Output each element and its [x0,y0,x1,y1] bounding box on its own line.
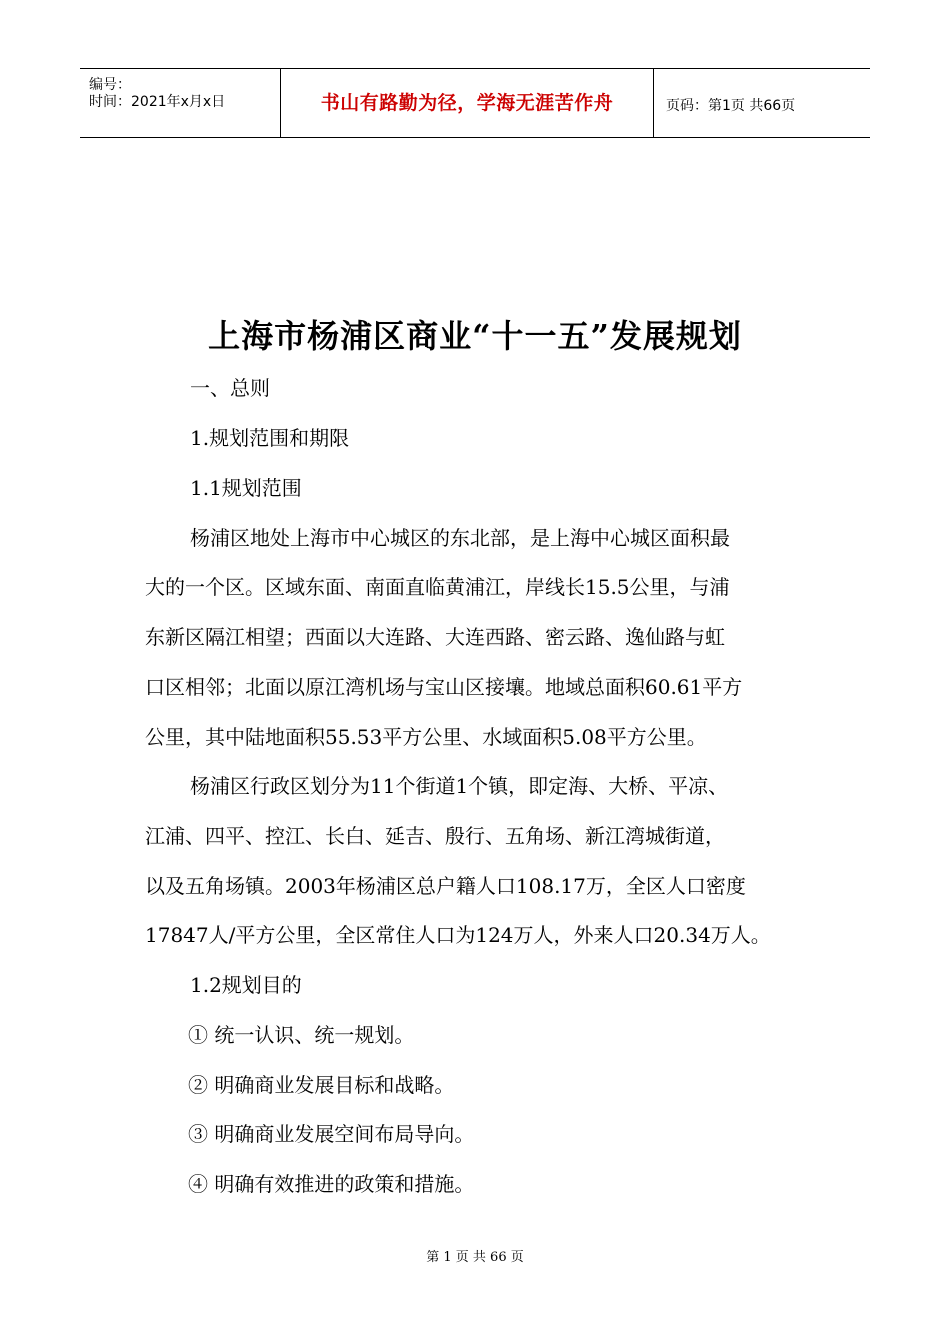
paragraph-line: 口区相邻；北面以原江湾机场与宝山区接壤。地域总面积60.61平方 [145,675,743,699]
section-heading: 一、总则 [190,376,270,400]
header-motto-cell [281,69,654,137]
subsection-heading: 1.1规划范围 [190,476,302,500]
paragraph-line: 大的一个区。区域东面、南面直临黄浦江，岸线长15.5公里，与浦 [145,575,730,599]
goal-item: ① 统一认识、统一规划。 [188,1023,415,1047]
paragraph-line: 东新区隔江相望；西面以大连路、大连西路、密云路、逸仙路与虹 [145,625,725,649]
paragraph-line: 公里，其中陆地面积55.53平方公里、水域面积5.08平方公里。 [145,725,707,749]
number-label: 编号： [89,77,131,93]
paragraph-line: 杨浦区地处上海市中心城区的东北部，是上海中心城区面积最 [190,526,730,550]
page-info: 页码：第1页 共66页 [666,98,796,114]
goal-item: ④ 明确有效推进的政策和措施。 [188,1172,475,1196]
subsection-heading: 1.规划范围和期限 [190,426,350,450]
date-label: 时间：2021年x月x日 [89,94,226,110]
subsection-heading: 1.2规划目的 [190,973,302,997]
paragraph-line: 17847人/平方公里，全区常住人口为124万人，外来人口20.34万人。 [145,923,771,947]
header-page-cell [654,69,870,137]
paragraph-line: 以及五角场镇。2003年杨浦区总户籍人口108.17万，全区人口密度 [145,874,746,898]
paragraph-line: 杨浦区行政区划分为11个街道1个镇，即定海、大桥、平凉、 [190,774,729,798]
motto-text: 书山有路勤为径，学海无涯苦作舟 [320,92,614,114]
page-footer: 第 1 页 共 66 页 [426,1250,524,1265]
goal-item: ② 明确商业发展目标和战略。 [188,1073,455,1097]
document-title: 上海市杨浦区商业“十一五”发展规划 [208,317,742,355]
header-info-cell [80,69,281,137]
header-table [80,68,870,138]
goal-item: ③ 明确商业发展空间布局导向。 [188,1122,475,1146]
paragraph-line: 江浦、四平、控江、长白、延吉、殷行、五角场、新江湾城街道， [145,824,725,848]
